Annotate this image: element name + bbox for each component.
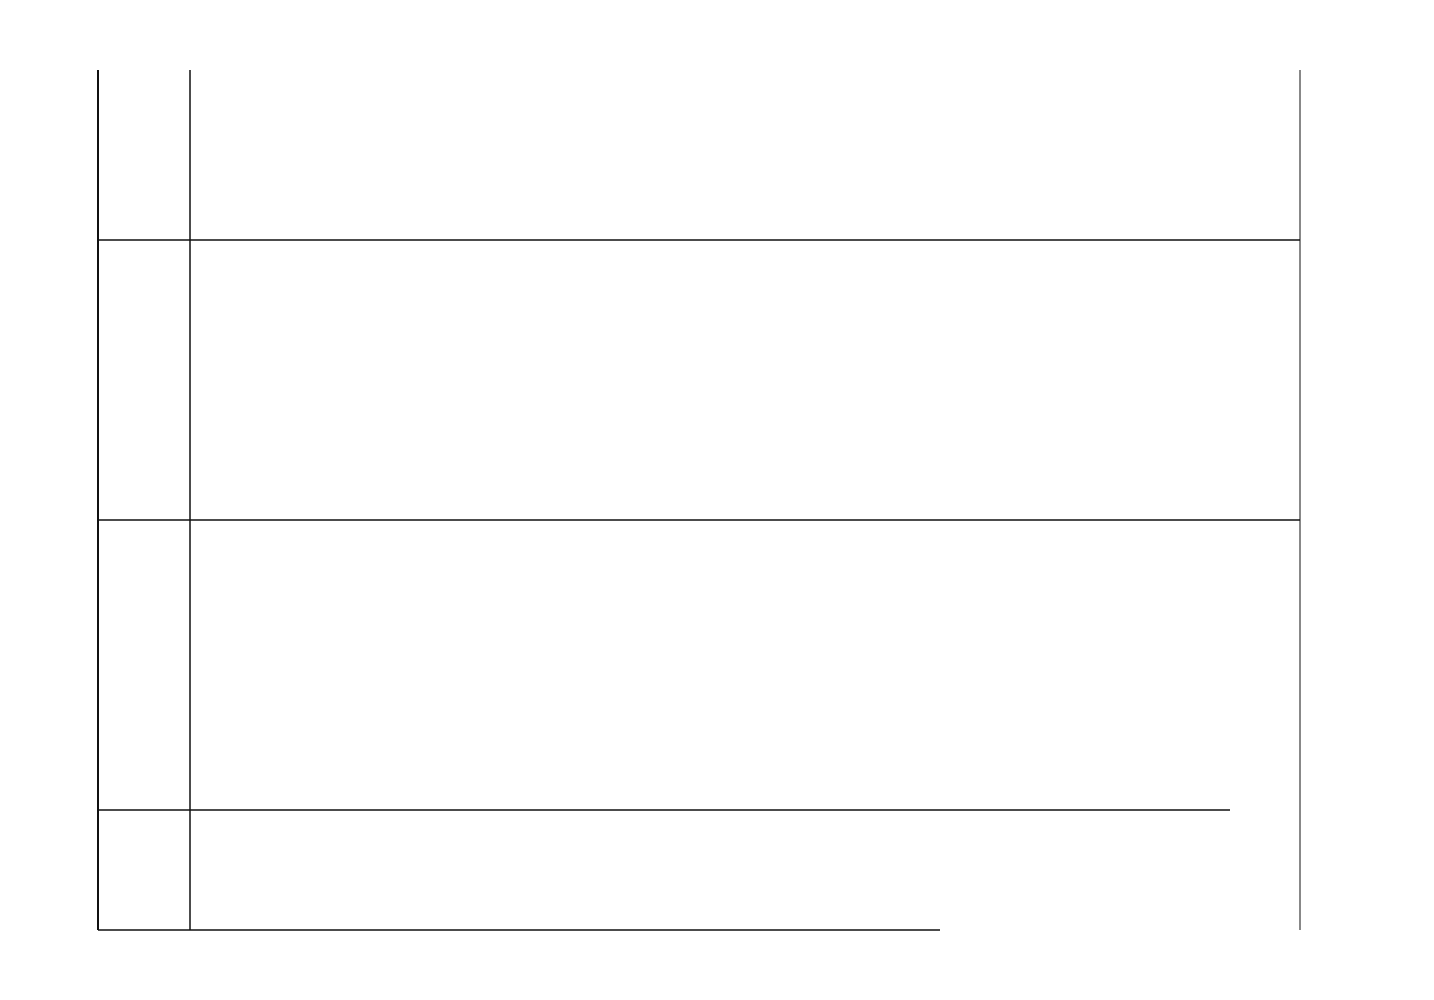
- digitization-sidebar: [1398, 0, 1434, 1000]
- column-header-1927: [108, 810, 125, 930]
- column-header-1928: [108, 520, 125, 810]
- dfg-caption: [1404, 690, 1416, 700]
- column-header-1929: [108, 240, 125, 520]
